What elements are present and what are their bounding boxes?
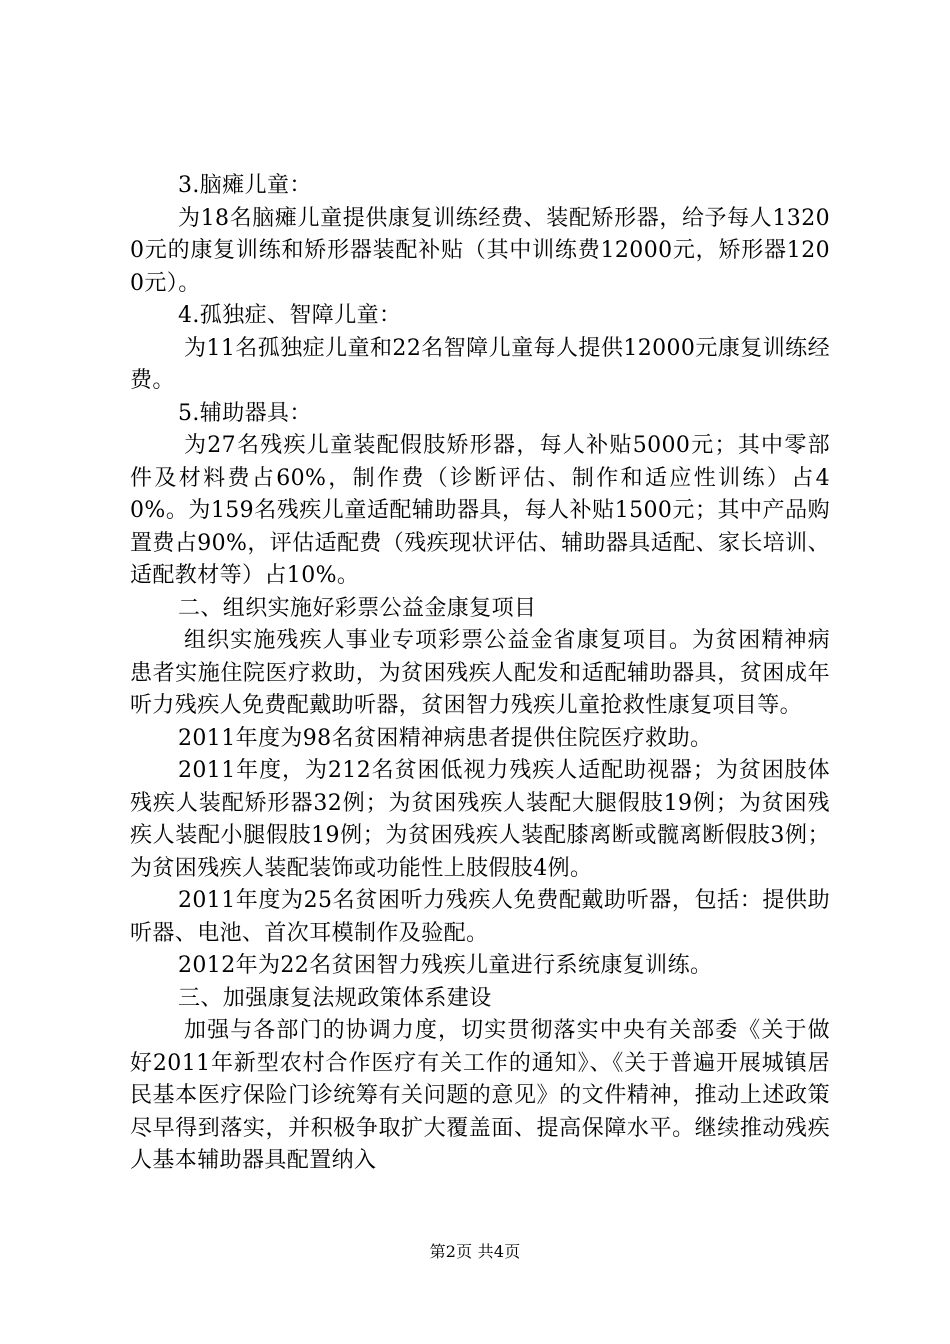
subheading-cerebral-palsy: 3.脑瘫儿童： <box>178 173 312 198</box>
paragraph-lottery-intro: 组织实施残疾人事业专项彩票公益金省康复项目。为贫困精神病患者实施住院医疗救助，为贫困残疾人配发和适配辅助器具，贫困成年听力残疾人免费配戴助听器，贫困智力残疾儿童抢救性康复项目等。 <box>130 628 830 718</box>
section-heading-lottery: 二、组织实施好彩票公益金康复项目 <box>178 595 537 621</box>
paragraph-cerebral-palsy: 为18名脑瘫儿童提供康复训练经费、装配矫形器，给予每人13200元的康复训练和矫形器装配补贴（其中训练费12000元，矫形器1200元）。 <box>130 205 830 296</box>
paragraph-policy: 加强与各部门的协调力度，切实贯彻落实中央有关部委《关于做好2011年新型农村合作医疗有关工作的通知》、《关于普遍开展城镇居民基本医疗保险门诊统筹有关问题的意见》的文件精神，推动上述政策尽早得到落实，并积极争取扩大覆盖面、提高保障水平。继续推动残疾人基本辅助器具配置纳入 <box>130 1018 830 1173</box>
paragraph-2011-mental: 2011年度为98名贫困精神病患者提供住院医疗救助。 <box>178 725 713 751</box>
paragraph-2012-intellectual: 2012年为22名贫困智力残疾儿童进行系统康复训练。 <box>178 953 713 978</box>
paragraph-2011-devices: 2011年度，为212名贫困低视力残疾人适配助视器；为贫困肢体残疾人装配矫形器32例；为贫困残疾人装配大腿假肢19例；为贫困残疾人装配小腿假肢19例；为贫困残疾人装配膝离断或髋离断假肢3例；为贫困残疾人装配装饰或功能性上肢假肢4例。 <box>130 758 830 881</box>
paragraph-assistive-devices: 为27名残疾儿童装配假肢矫形器，每人补贴5000元；其中零部件及材料费占60%，制作费（诊断评估、制作和适应性训练）占40%。为159名残疾儿童适配辅助器具，每人补贴1500元；其中产品购置费占90%，评估适配费（残疾现状评估、辅助器具适配、家长培训、适配教材等）占10%。 <box>130 433 830 588</box>
page-number-footer: 第2页 共4页 <box>429 1242 521 1261</box>
paragraph-autism: 为11名孤独症儿童和22名智障儿童每人提供12000元康复训练经费。 <box>130 335 830 393</box>
subheading-assistive-devices: 5.辅助器具： <box>178 400 312 426</box>
subheading-autism: 4.孤独症、智障儿童： <box>178 303 402 328</box>
document-body <box>130 170 830 1178</box>
paragraph-2011-hearing: 2011年度为25名贫困听力残疾人免费配戴助听器，包括：提供助听器、电池、首次耳模制作及验配。 <box>130 888 830 946</box>
section-heading-policy: 三、加强康复法规政策体系建设 <box>178 985 492 1011</box>
